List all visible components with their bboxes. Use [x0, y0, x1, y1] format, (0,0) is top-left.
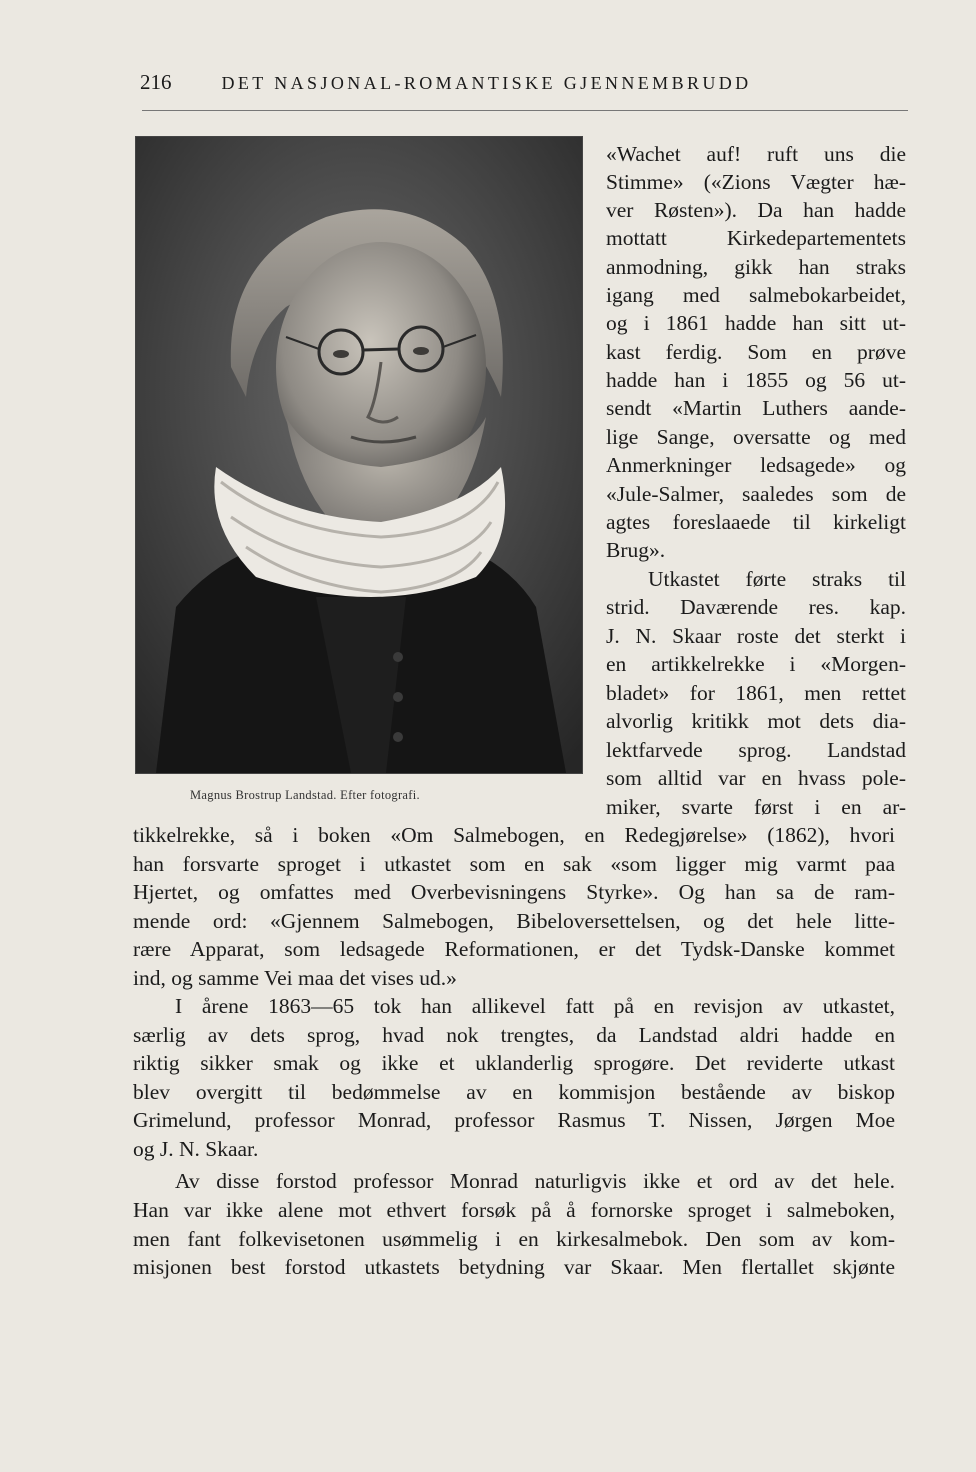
header-rule	[142, 110, 908, 111]
text-line: lige Sange, oversatte og med	[606, 425, 906, 449]
text-line: ind, og samme Vei maa det vises ud.»	[133, 966, 457, 990]
page-header	[140, 70, 910, 102]
text-line: særlig av dets sprog, hvad nok trengtes, da Landstad aldri hadde en	[133, 1023, 895, 1047]
text-line: Han var ikke alene mot ethvert forsøk på å fornorske sproget i salmeboken,	[133, 1198, 895, 1222]
text-line: J. N. Skaar roste det sterkt i	[606, 624, 906, 648]
text-line: Brug».	[606, 538, 666, 562]
text-line: Av disse forstod professor Monrad naturligvis ikke et ord av det hele.	[175, 1169, 895, 1193]
text-line: I årene 1863—65 tok han allikevel fatt på en revisjon av utkastet,	[175, 994, 895, 1018]
text-line: Utkastet førte straks til	[648, 567, 906, 591]
text-line: riktig sikker smak og ikke et uklanderlig sprogøre. Det reviderte utkast	[133, 1051, 895, 1075]
text-line: alvorlig kritikk mot dets dia-	[606, 709, 906, 733]
text-line: og i 1861 hadde han sitt ut-	[606, 311, 906, 335]
text-line: sendt «Martin Luthers aande-	[606, 396, 906, 420]
text-line: rære Apparat, som ledsagede Reformationen, er det Tydsk-Danske kommet	[133, 937, 895, 961]
portrait-illustration	[136, 137, 582, 773]
text-line: som alltid var en hvass pole-	[606, 766, 906, 790]
text-line: «Wachet auf! ruft uns die	[606, 142, 906, 166]
photo-caption: Magnus Brostrup Landstad. Efter fotografi.	[190, 788, 420, 802]
text-line: men fant folkevisetonen usømmelig i en kirkesalmebok. Den som av kom-	[133, 1227, 895, 1251]
running-title: DET NASJONAL-ROMANTISKE GJENNEMBRUDD	[221, 73, 752, 93]
text-line: agtes foreslaaede til kirkeligt	[606, 510, 906, 534]
text-line: miker, svarte først i en ar-	[606, 795, 906, 819]
text-line: igang med salmebokarbeidet,	[606, 283, 906, 307]
text-line: og J. N. Skaar.	[133, 1137, 259, 1161]
text-line: hadde han i 1855 og 56 ut-	[606, 368, 906, 392]
text-line: Anmerkninger ledsagede» og	[606, 453, 906, 477]
text-line: han forsvarte sproget i utkastet som en sak «som ligger mig varmt paa	[133, 852, 895, 876]
text-line: lektfarvede sprog. Landstad	[606, 738, 906, 762]
text-line: ver Røsten»). Da han hadde	[606, 198, 906, 222]
text-line: Hjertet, og omfattes med Overbevisningens Styrke». Og han sa de ram-	[133, 880, 895, 904]
portrait-photo	[135, 136, 583, 774]
text-line: strid. Daværende res. kap.	[606, 595, 906, 619]
text-line: Grimelund, professor Monrad, professor Rasmus T. Nissen, Jørgen Moe	[133, 1108, 895, 1132]
text-line: blev overgitt til bedømmelse av en kommisjon bestående av biskop	[133, 1080, 895, 1104]
text-line: kast ferdig. Som en prøve	[606, 340, 906, 364]
text-line: «Jule-Salmer, saaledes som de	[606, 482, 906, 506]
text-line: misjonen best forstod utkastets betydning var Skaar. Men flertallet skjønte	[133, 1255, 895, 1279]
text-line: anmodning, gikk han straks	[606, 255, 906, 279]
text-line: tikkelrekke, så i boken «Om Salmebogen, en Redegjørelse» (1862), hvori	[133, 823, 895, 847]
text-line: mottatt Kirkedepartementets	[606, 226, 906, 250]
text-line: mende ord: «Gjennem Salmebogen, Bibeloversettelsen, og det hele litte-	[133, 909, 895, 933]
text-line: bladet» for 1861, men rettet	[606, 681, 906, 705]
page-number: 216	[140, 70, 172, 94]
text-line: en artikkelrekke i «Morgen-	[606, 652, 906, 676]
text-line: Stimme» («Zions Vægter hæ-	[606, 170, 906, 194]
